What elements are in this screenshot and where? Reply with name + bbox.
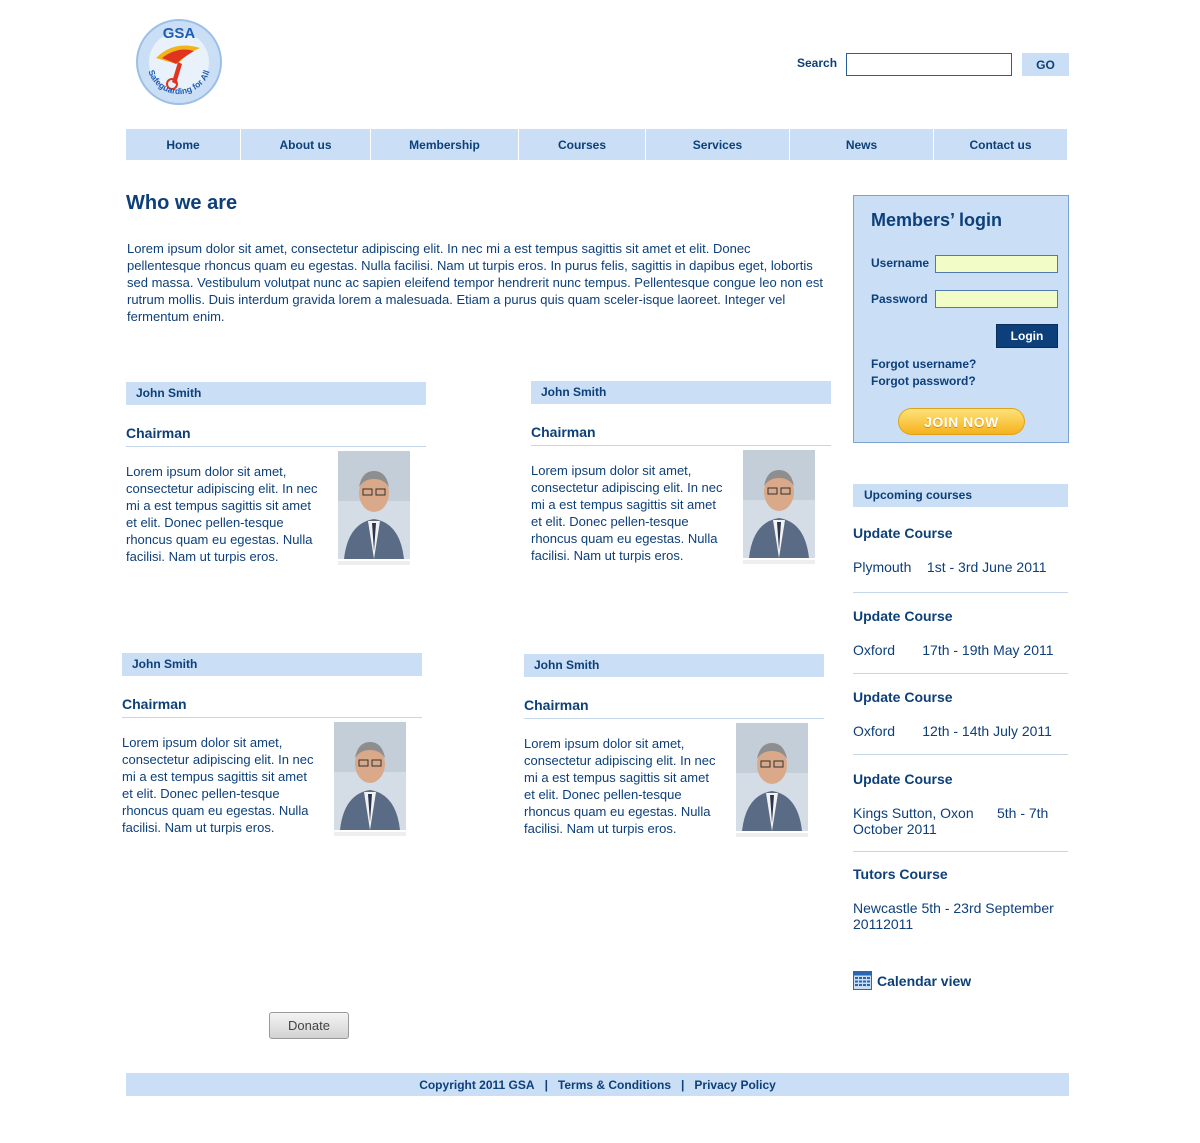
person-role: Chairman	[126, 425, 426, 447]
nav-item-contact-us[interactable]: Contact us	[969, 137, 1032, 152]
person-card	[531, 381, 831, 564]
gsa-logo[interactable]	[134, 18, 224, 106]
course-detail: Oxford 17th - 19th May 2011	[853, 642, 1054, 658]
person-role: Chairman	[122, 696, 422, 718]
username-field[interactable]	[935, 255, 1058, 273]
person-photo	[743, 450, 815, 564]
footer	[126, 1073, 1069, 1096]
person-photo	[334, 722, 406, 836]
person-name: John Smith	[531, 381, 831, 404]
forgot-password-link[interactable]: Forgot password?	[871, 374, 976, 388]
person-card	[122, 653, 422, 836]
person-name: John Smith	[126, 382, 426, 405]
course-item[interactable]	[853, 608, 1068, 658]
login-button[interactable]: Login	[996, 324, 1058, 348]
course-divider	[853, 673, 1068, 674]
password-field[interactable]	[935, 290, 1058, 308]
footer-separator: |	[544, 1077, 548, 1092]
calendar-view-label: Calendar view	[877, 972, 972, 989]
course-detail: Plymouth 1st - 3rd June 2011	[853, 559, 1047, 575]
person-photo	[338, 451, 410, 565]
nav-item-about-us[interactable]: About us	[241, 129, 371, 160]
nav-item-services[interactable]: Services	[646, 129, 790, 160]
person-role: Chairman	[524, 697, 824, 719]
login-title: Members’ login	[871, 210, 1003, 230]
course-title[interactable]: Update Course	[853, 771, 953, 787]
username-label: Username	[871, 256, 930, 270]
course-detail: Oxford 12th - 14th July 2011	[853, 723, 1052, 739]
person-name: John Smith	[524, 654, 824, 677]
footer-separator: |	[681, 1077, 685, 1092]
person-role: Chairman	[531, 424, 831, 446]
person-bio: Lorem ipsum dolor sit amet, consectetur adipiscing elit. In nec mi a est tempus sagittis sit amet et elit. Donec pellen-tesque rhoncus quam eu egestas. Nulla facilisi. Nam ut turpis eros.	[126, 464, 318, 564]
join-now-button[interactable]: JOIN NOW	[898, 408, 1025, 435]
course-item[interactable]	[853, 771, 1068, 837]
copyright-text: Copyright 2011 GSA	[419, 1077, 535, 1092]
password-label: Password	[871, 292, 928, 306]
person-bio: Lorem ipsum dolor sit amet, consectetur adipiscing elit. In nec mi a est tempus sagittis sit amet et elit. Donec pellen-tesque rhoncus quam eu egestas. Nulla facilisi. Nam ut turpis eros.	[531, 463, 723, 563]
course-item[interactable]	[853, 689, 1068, 739]
donate-button[interactable]: Donate	[269, 1012, 349, 1039]
forgot-username-link[interactable]: Forgot username?	[871, 357, 977, 371]
page-title: Who we are	[126, 192, 238, 214]
course-title[interactable]: Update Course	[853, 525, 953, 541]
person-card	[524, 654, 824, 837]
course-divider	[853, 851, 1068, 852]
course-title[interactable]: Update Course	[853, 689, 953, 705]
search-label: Search	[797, 56, 838, 70]
course-title[interactable]: Update Course	[853, 608, 953, 624]
course-divider	[853, 592, 1068, 593]
course-item[interactable]	[853, 866, 1068, 932]
main-nav	[126, 129, 1067, 160]
nav-item-courses[interactable]: Courses	[519, 129, 646, 160]
members-login-panel	[853, 195, 1069, 443]
calendar-icon	[853, 971, 872, 990]
nav-item-home[interactable]: Home	[126, 129, 241, 160]
person-bio: Lorem ipsum dolor sit amet, consectetur adipiscing elit. In nec mi a est tempus sagittis sit amet et elit. Donec pellen-tesque rhoncus quam eu egestas. Nulla facilisi. Nam ut turpis eros.	[122, 735, 314, 835]
person-bio: Lorem ipsum dolor sit amet, consectetur adipiscing elit. In nec mi a est tempus sagittis sit amet et elit. Donec pellen-tesque rhoncus quam eu egestas. Nulla facilisi. Nam ut turpis eros.	[524, 736, 716, 836]
person-name: John Smith	[122, 653, 422, 676]
person-photo	[736, 723, 808, 837]
go-button[interactable]: GO	[1022, 53, 1069, 76]
upcoming-courses-header: Upcoming courses	[853, 484, 1068, 507]
person-card	[126, 382, 426, 565]
course-title[interactable]: Tutors Course	[853, 866, 948, 882]
intro-text: Lorem ipsum dolor sit amet, consectetur adipiscing elit. In nec mi a est tempus sagittis sit amet et elit. Donec pellentesque rhoncus quam eu egestas. Nulla facilisi. Nam ut turpis eros. In purus felis, sagittis in dapibus eget, lobortis sed massa. Vestibulum volutpat nunc ac sapien eleifend tempor hendrerit nunc tempus. Pellentesque congue leo non est rutrum mollis. Duis interdum gravida lorem a malesuada. Etiam a purus quis quam sceler-isque laoreet. Integer vel fermentum enim.	[127, 241, 823, 324]
logo-tagline: Safeguarding for All	[146, 68, 212, 97]
course-item[interactable]	[853, 525, 1068, 575]
privacy-link[interactable]: Privacy Policy	[694, 1077, 776, 1092]
search-input[interactable]	[846, 53, 1012, 76]
course-detail: Kings Sutton, Oxon 5th - 7th October 2011	[853, 805, 1053, 837]
course-detail: Newcastle 5th - 23rd September 20112011	[853, 900, 1054, 932]
course-divider	[853, 754, 1068, 755]
logo-text: GSA	[162, 25, 196, 42]
terms-link[interactable]: Terms & Conditions	[557, 1077, 672, 1092]
nav-item-news[interactable]: News	[790, 129, 934, 160]
nav-item-membership[interactable]: Membership	[371, 129, 519, 160]
calendar-view-link[interactable]	[853, 971, 971, 990]
